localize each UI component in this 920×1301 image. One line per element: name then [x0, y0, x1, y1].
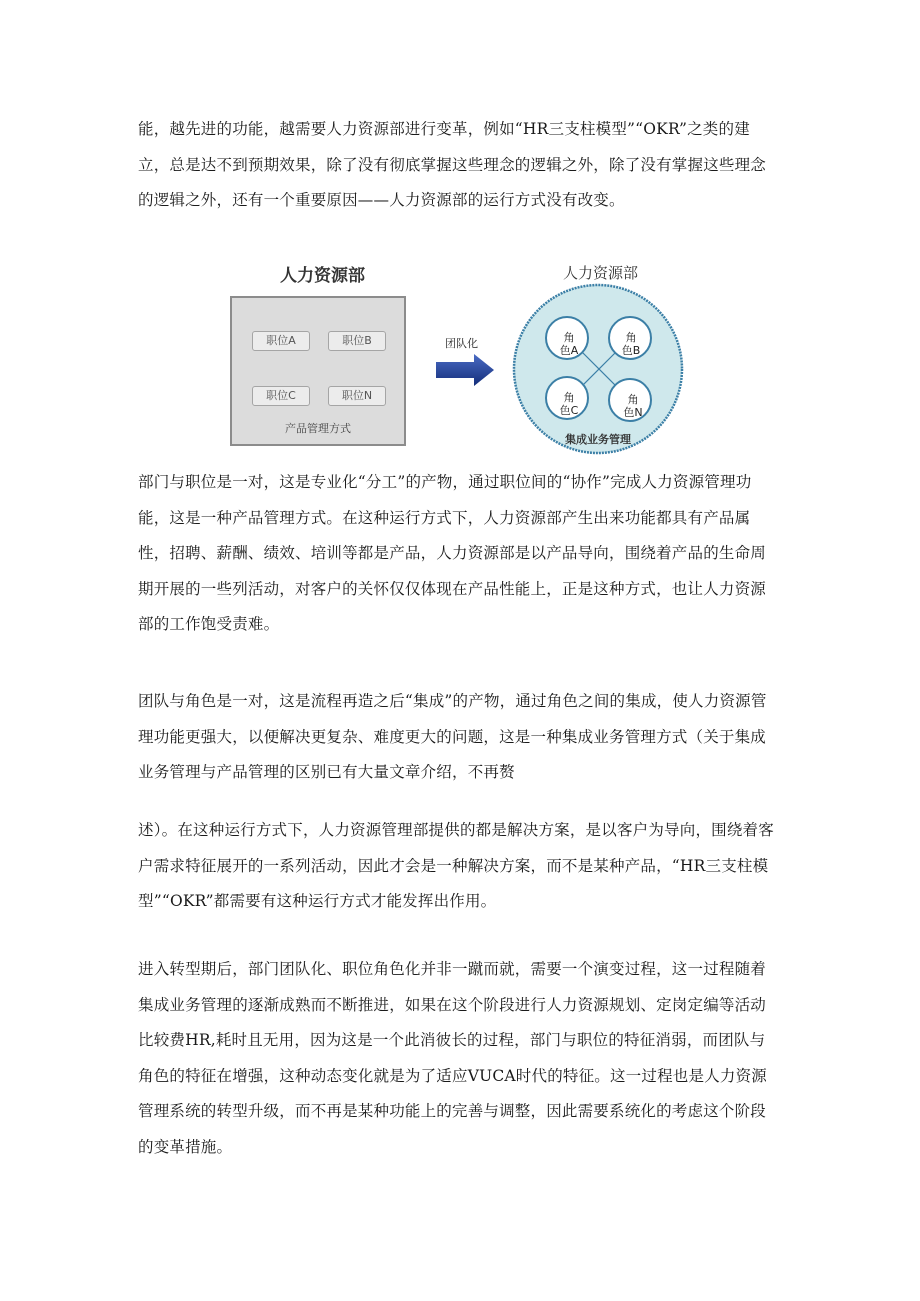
position-b-box: 职位B — [328, 331, 386, 351]
role-a-label: 角 色A — [559, 331, 579, 357]
paragraph-solution: 述）。在这种运行方式下，人力资源管理部提供的都是解决方案，是以客户为导向，围绕着客户需求特征展开的一系列活动，因此才会是一种解决方案，而不是某种产品，“HR三支柱模型”“OKR”都需要有这种运行方式才能发挥出作用。 — [138, 821, 774, 910]
right-diagram-title: 人力资源部 — [563, 264, 639, 282]
role-n-label: 角 色N — [623, 393, 643, 419]
arrow-label: 团队化 — [445, 337, 478, 350]
left-diagram-caption: 产品管理方式 — [285, 422, 351, 435]
position-n-box: 职位N — [328, 386, 386, 406]
left-diagram-title: 人力资源部 — [280, 266, 365, 286]
role-b-label: 角 色B — [621, 331, 641, 357]
right-diagram-caption: 集成业务管理 — [565, 433, 631, 446]
position-c-box: 职位C — [252, 386, 310, 406]
hr-transformation-diagram — [226, 253, 686, 458]
right-arrow-icon — [436, 354, 494, 386]
paragraph-department-position: 部门与职位是一对，这是专业化“分工”的产物，通过职位间的“协作”完成人力资源管理功能，这是一种产品管理方式。在这种运行方式下，人力资源部产生出来功能都具有产品属性，招聘、薪酬、绩效、培训等都是产品，人力资源部是以产品导向，围绕着产品的生命周期开展的一些列活动，对客户的关怀仅仅体现在产品性能上，正是这种方式，也让人力资源部的工作饱受责难。 — [138, 473, 767, 633]
role-c-label: 角 色C — [559, 391, 579, 417]
paragraph-team-role: 团队与角色是一对，这是流程再造之后“集成”的产物，通过角色之间的集成，使人力资源管理功能更强大，以便解决更复杂、难度更大的问题，这是一种集成业务管理方式（关于集成业务管理与产品管理的区别已有大量文章介绍，不再赘 — [138, 692, 767, 781]
paragraph-transition: 进入转型期后，部门团队化、职位角色化并非一蹴而就，需要一个演变过程，这一过程随着集成业务管理的逐渐成熟而不断推进，如果在这个阶段进行人力资源规划、定岗定编等活动比较费HR,耗时且无用，因为这是一个此消彼长的过程，部门与职位的特征消弱，而团队与角色的特征在增强，这种动态变化就是为了适应VUCA时代的特征。这一过程也是人力资源管理系统的转型升级，而不再是某种功能上的完善与调整，因此需要系统化的考虑这个阶段的变革措施。 — [138, 960, 768, 1156]
paragraph-intro: 能，越先进的功能，越需要人力资源部进行变革，例如“HR三支柱模型”“OKR”之类的建立，总是达不到预期效果，除了没有彻底掌握这些理念的逻辑之外，除了没有掌握这些理念的逻辑之外，还有一个重要原因——人力资源部的运行方式没有改变。 — [138, 120, 767, 209]
position-a-box: 职位A — [252, 331, 310, 351]
department-box — [230, 296, 406, 446]
